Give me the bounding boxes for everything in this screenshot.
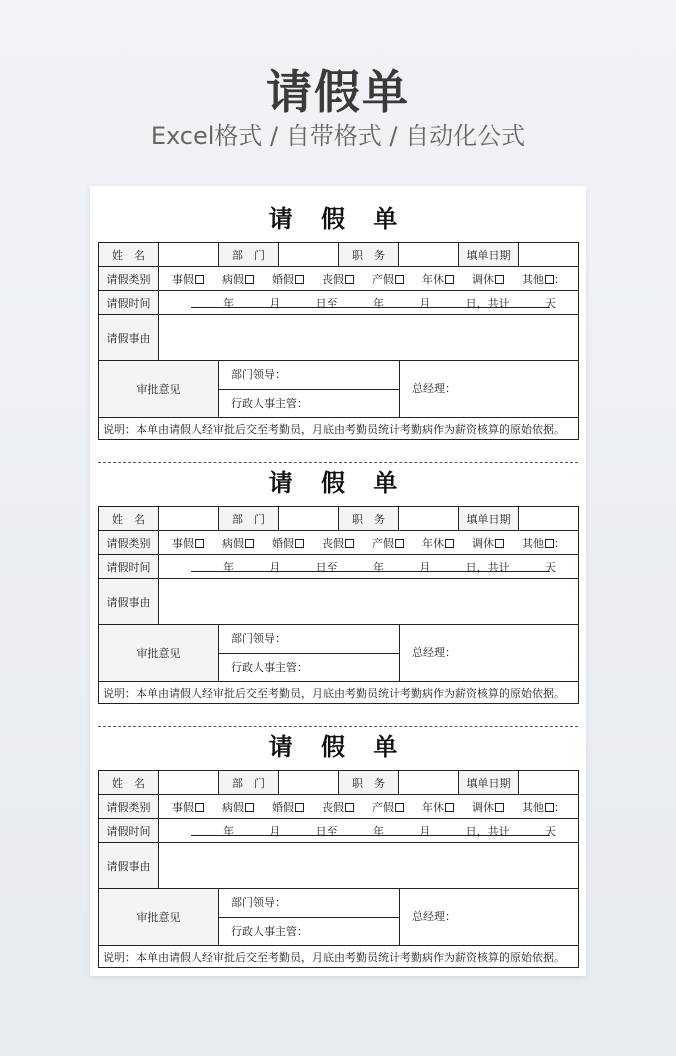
name-label: 姓 名 (99, 243, 159, 267)
leave-type-option[interactable]: 事假 (172, 799, 204, 815)
checkbox[interactable] (345, 539, 354, 548)
leave-type-options (159, 531, 579, 555)
hr-manager-field[interactable]: 行政人事主管： (231, 660, 308, 674)
leave-type-option[interactable]: 产假 (372, 799, 404, 815)
checkbox[interactable] (445, 539, 454, 548)
row-note (99, 682, 579, 704)
checkbox[interactable] (295, 803, 304, 812)
reason-label: 请假事由 (99, 579, 159, 625)
row-basic-info (99, 243, 579, 267)
leave-time-label: 请假时间 (99, 291, 159, 315)
name-label: 姓 名 (99, 771, 159, 795)
leave-type-option[interactable]: 调休 (472, 799, 504, 815)
checkbox[interactable] (495, 275, 504, 284)
row-leave-type (99, 795, 579, 819)
leave-type-option[interactable]: 产假 (372, 535, 404, 551)
hero-subtitle: Excel格式 / 自带格式 / 自动化公式 (150, 122, 526, 150)
dept-field[interactable] (279, 507, 339, 531)
checkbox[interactable] (295, 539, 304, 548)
leave-type-option[interactable]: 其他 ： (522, 536, 565, 550)
form-note: 说明：本单由请假人经审批后交至考勤员，月底由考勤员统计考勤病作为薪资核算的原始依据。 (99, 946, 579, 968)
checkbox[interactable] (345, 803, 354, 812)
form-title: 请 假 单 (268, 468, 408, 497)
checkbox[interactable] (295, 275, 304, 284)
checkbox[interactable] (545, 803, 554, 812)
checkbox[interactable] (395, 275, 404, 284)
leave-form (98, 454, 578, 704)
date-field[interactable] (519, 507, 579, 531)
general-manager-field[interactable]: 总经理： (412, 382, 456, 395)
name-field[interactable] (159, 243, 219, 267)
leave-type-option[interactable]: 婚假 (272, 535, 304, 551)
name-field[interactable] (159, 507, 219, 531)
row-reason (99, 579, 579, 625)
dept-field[interactable] (279, 243, 339, 267)
hr-manager-field[interactable]: 行政人事主管： (231, 924, 308, 938)
date-field[interactable] (519, 243, 579, 267)
paper-sheet (90, 186, 586, 976)
checkbox[interactable] (495, 803, 504, 812)
leave-time-label: 请假时间 (99, 555, 159, 579)
checkbox[interactable] (345, 275, 354, 284)
leave-type-option[interactable]: 婚假 (272, 799, 304, 815)
checkbox[interactable] (395, 803, 404, 812)
form-table (98, 242, 579, 440)
leave-type-option[interactable]: 丧假 (322, 799, 354, 815)
name-label: 姓 名 (99, 507, 159, 531)
approval-label: 审批意见 (99, 625, 219, 682)
leave-type-option[interactable]: 丧假 (322, 271, 354, 287)
dept-leader-field[interactable]: 部门领导： (219, 625, 399, 654)
date-label: 填单日期 (459, 243, 519, 267)
position-field[interactable] (399, 507, 459, 531)
leave-type-label: 请假类别 (99, 267, 159, 291)
checkbox[interactable] (395, 539, 404, 548)
leave-type-option[interactable]: 病假 (222, 271, 254, 287)
leave-type-option[interactable]: 病假 (222, 535, 254, 551)
checkbox[interactable] (195, 803, 204, 812)
form-title: 请 假 单 (268, 204, 408, 233)
dept-field[interactable] (279, 771, 339, 795)
general-manager-field[interactable]: 总经理： (412, 910, 456, 923)
dept-leader-field[interactable]: 部门领导： (219, 889, 399, 918)
checkbox[interactable] (545, 539, 554, 548)
row-approval (99, 889, 579, 946)
leave-type-label: 请假类别 (99, 531, 159, 555)
leave-type-options (159, 267, 579, 291)
date-label: 填单日期 (459, 507, 519, 531)
row-basic-info (99, 507, 579, 531)
row-leave-type (99, 531, 579, 555)
row-reason (99, 315, 579, 361)
reason-label: 请假事由 (99, 843, 159, 889)
position-label: 职 务 (339, 771, 399, 795)
leave-type-options (159, 795, 579, 819)
leave-time-field[interactable]: 年 月 日至 年 月 日，共计 天 (159, 291, 579, 315)
checkbox[interactable] (195, 539, 204, 548)
leave-type-option[interactable]: 事假 (172, 535, 204, 551)
checkbox[interactable] (445, 803, 454, 812)
hr-manager-field[interactable]: 行政人事主管： (231, 396, 308, 410)
row-leave-time (99, 819, 579, 843)
form-table (98, 506, 579, 704)
row-approval (99, 625, 579, 682)
leave-type-option[interactable]: 年休 (422, 799, 454, 815)
leave-time-label: 请假时间 (99, 819, 159, 843)
row-leave-type (99, 267, 579, 291)
leave-time-field[interactable]: 年 月 日至 年 月 日，共计 天 (159, 819, 579, 843)
row-reason (99, 843, 579, 889)
checkbox[interactable] (245, 539, 254, 548)
checkbox[interactable] (445, 275, 454, 284)
reason-label: 请假事由 (99, 315, 159, 361)
approval-label: 审批意见 (99, 889, 219, 946)
approval-label: 审批意见 (99, 361, 219, 418)
leave-type-option[interactable]: 病假 (222, 799, 254, 815)
dept-label: 部 门 (219, 243, 279, 267)
form-title: 请 假 单 (268, 732, 408, 761)
checkbox[interactable] (245, 803, 254, 812)
leave-form (98, 190, 578, 440)
date-label: 填单日期 (459, 771, 519, 795)
checkbox[interactable] (495, 539, 504, 548)
row-leave-time (99, 291, 579, 315)
leave-type-option[interactable]: 年休 (422, 271, 454, 287)
leave-type-option[interactable]: 调休 (472, 271, 504, 287)
leave-type-label: 请假类别 (99, 795, 159, 819)
leave-type-option[interactable]: 婚假 (272, 271, 304, 287)
leave-type-option[interactable]: 年休 (422, 535, 454, 551)
leave-form (98, 718, 578, 968)
checkbox[interactable] (195, 275, 204, 284)
checkbox[interactable] (545, 275, 554, 284)
position-field[interactable] (399, 771, 459, 795)
general-manager-field[interactable]: 总经理： (412, 646, 456, 659)
position-label: 职 务 (339, 243, 399, 267)
row-basic-info (99, 771, 579, 795)
date-field[interactable] (519, 771, 579, 795)
dept-label: 部 门 (219, 771, 279, 795)
leave-type-option[interactable]: 丧假 (322, 535, 354, 551)
form-table (98, 770, 579, 968)
leave-type-option[interactable]: 其他 ： (522, 272, 565, 286)
leave-type-option[interactable]: 其他 ： (522, 800, 565, 814)
row-note (99, 946, 579, 968)
form-note: 说明：本单由请假人经审批后交至考勤员，月底由考勤员统计考勤病作为薪资核算的原始依据。 (99, 682, 579, 704)
leave-type-option[interactable]: 产假 (372, 271, 404, 287)
hero-title: 请假单 (266, 65, 410, 119)
reason-field[interactable] (159, 843, 579, 889)
row-leave-time (99, 555, 579, 579)
position-field[interactable] (399, 243, 459, 267)
dept-label: 部 门 (219, 507, 279, 531)
leave-time-field[interactable]: 年 月 日至 年 月 日，共计 天 (159, 555, 579, 579)
reason-field[interactable] (159, 315, 579, 361)
checkbox[interactable] (245, 275, 254, 284)
leave-type-option[interactable]: 调休 (472, 535, 504, 551)
row-note (99, 418, 579, 440)
dept-leader-field[interactable]: 部门领导： (219, 361, 399, 390)
leave-type-option[interactable]: 事假 (172, 271, 204, 287)
form-note: 说明：本单由请假人经审批后交至考勤员，月底由考勤员统计考勤病作为薪资核算的原始依据。 (99, 418, 579, 440)
name-field[interactable] (159, 771, 219, 795)
position-label: 职 务 (339, 507, 399, 531)
row-approval (99, 361, 579, 418)
reason-field[interactable] (159, 579, 579, 625)
